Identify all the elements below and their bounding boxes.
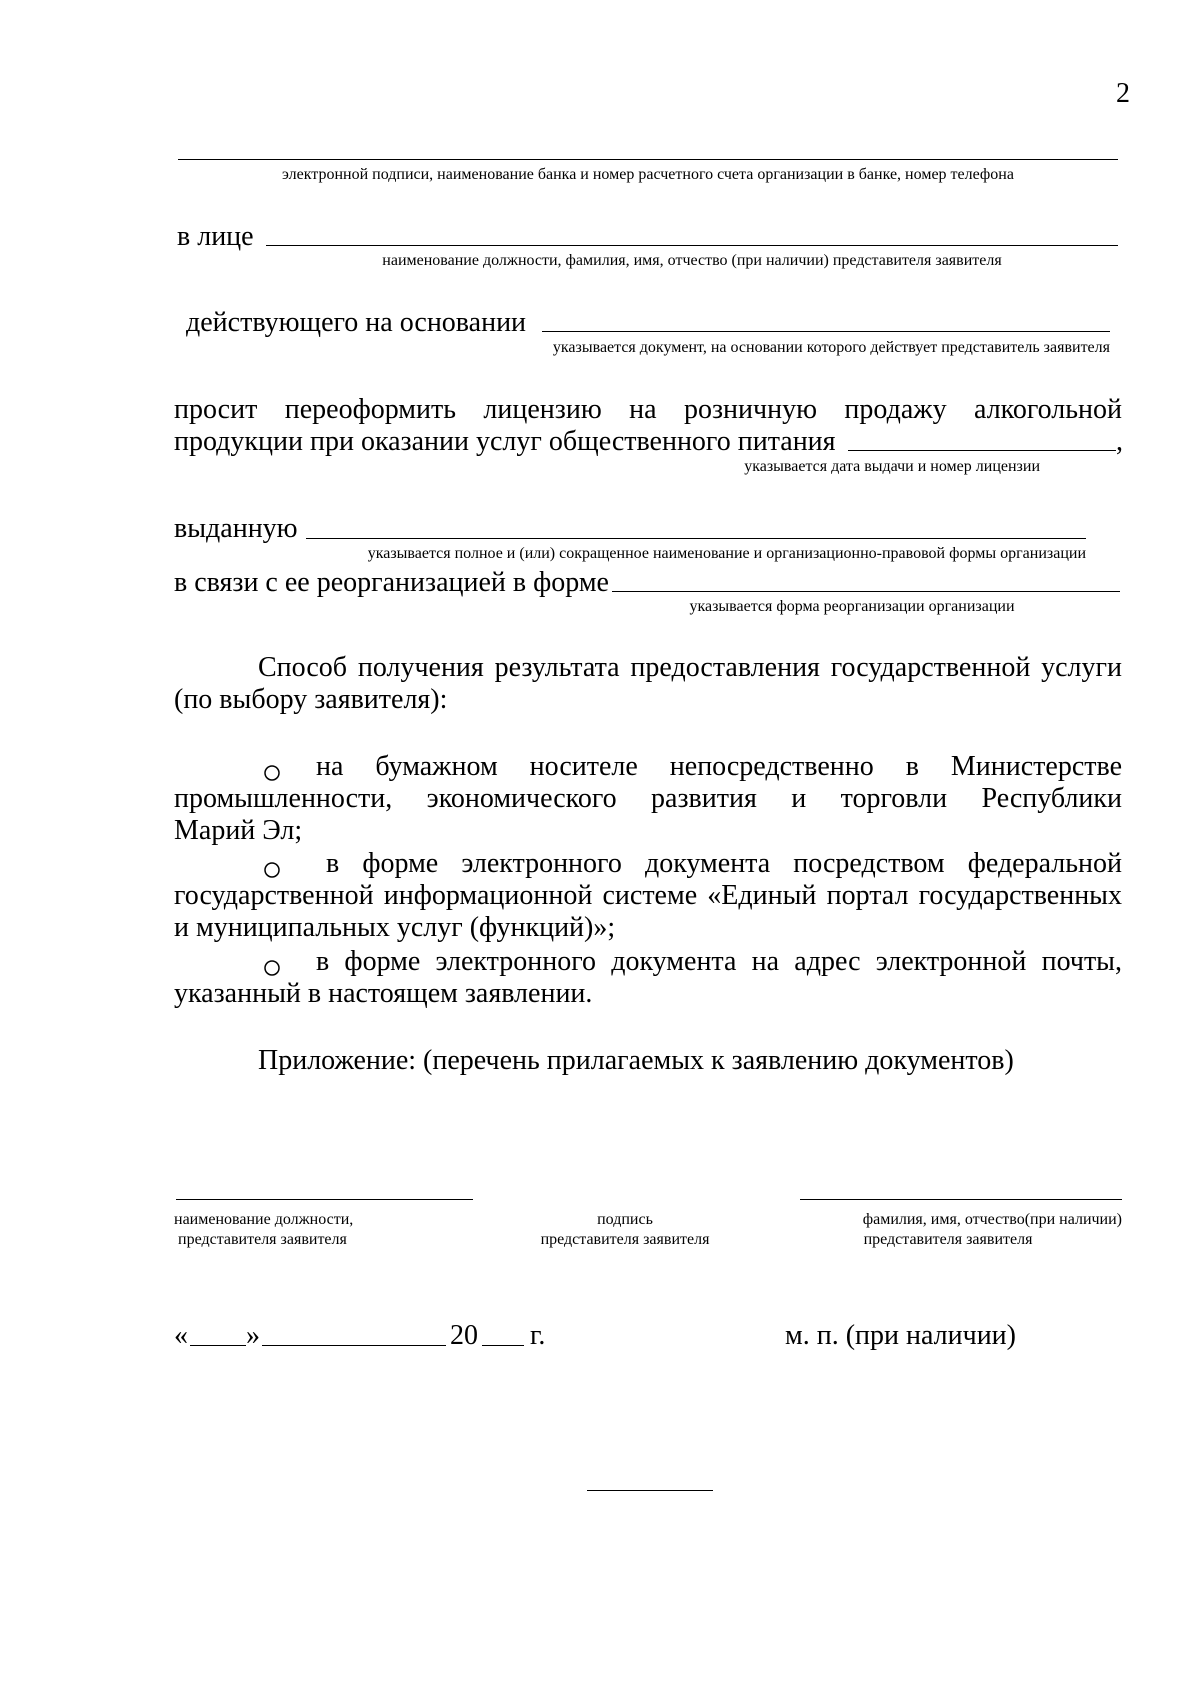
issued-caption: указывается полное и (или) сокращенное наименование и организационно-правовой формы организации: [367, 545, 1086, 562]
signature-caption-2: представителя заявителя: [540, 1231, 710, 1248]
license-fill-line: [848, 450, 1116, 451]
name-signature-line: [800, 1199, 1122, 1200]
reorg-fill-line: [612, 591, 1120, 592]
representative-caption: наименование должности, фамилия, имя, отчество (при наличии) представителя заявителя: [382, 252, 1002, 269]
position-caption-1: наименование должности,: [174, 1211, 354, 1228]
option-3-line-1: в форме электронного документа на адрес электронной почты,: [316, 946, 1122, 977]
representative-label: в лице: [177, 221, 254, 252]
issued-label: выданную: [174, 513, 298, 544]
option-2-bullet-icon[interactable]: [262, 860, 282, 880]
option-2-line-3: и муниципальных услуг (функций)»;: [174, 912, 616, 943]
option-1-bullet-icon[interactable]: [262, 763, 282, 783]
representative-fill-line: [266, 245, 1118, 246]
method-line-2: (по выбору заявителя):: [174, 684, 448, 715]
option-3-line-2: указанный в настоящем заявлении.: [174, 978, 593, 1009]
date-year-suffix: г.: [530, 1320, 546, 1351]
request-line-2-comma: ,: [1116, 426, 1123, 457]
document-end-line: [587, 1490, 713, 1491]
page-number: 2: [1116, 78, 1130, 109]
basis-fill-line: [542, 331, 1110, 332]
header-caption: электронной подписи, наименование банка и номер расчетного счета организации в банке, номер телефона: [282, 166, 1014, 183]
option-2-line-2: государственной информационной системе «Единый портал государственных: [174, 880, 1122, 911]
date-year-prefix: 20: [450, 1320, 478, 1351]
position-signature-line: [176, 1199, 473, 1200]
request-line-2: продукции при оказании услуг общественного питания: [174, 426, 836, 457]
request-line-1: просит переоформить лицензию на розничную продажу алкогольной: [174, 394, 1122, 425]
option-3-bullet-icon[interactable]: [262, 958, 282, 978]
basis-caption: указывается документ, на основании которого действует представитель заявителя: [552, 339, 1110, 356]
option-1-line-3: Марий Эл;: [174, 815, 303, 846]
reorg-label: в связи с ее реорганизацией в форме: [174, 567, 609, 598]
position-caption-2: представителя заявителя: [178, 1231, 347, 1248]
fullname-caption-1: фамилия, имя, отчество(при наличии): [862, 1211, 1122, 1228]
stamp-note: м. п. (при наличии): [785, 1320, 1016, 1351]
header-fill-line: [178, 159, 1118, 160]
signature-caption-1: подпись: [597, 1211, 653, 1228]
method-line-1: Способ получения результата предоставления государственной услуги: [258, 652, 1122, 683]
attachment-line: Приложение: (перечень прилагаемых к заявлению документов): [258, 1045, 1014, 1076]
fullname-caption-2: представителя заявителя: [863, 1231, 1033, 1248]
option-1-line-1: на бумажном носителе непосредственно в Министерстве: [316, 751, 1122, 782]
option-2-line-1: в форме электронного документа посредством федеральной: [326, 848, 1122, 879]
date-open-quote: «: [174, 1320, 188, 1351]
date-year-line: [482, 1345, 524, 1346]
date-close-quote: »: [246, 1320, 260, 1351]
date-month-line: [262, 1345, 446, 1346]
option-1-line-2: промышленности, экономического развития и торговли Республики: [174, 783, 1122, 814]
license-caption: указывается дата выдачи и номер лицензии: [744, 458, 1040, 475]
basis-label: действующего на основании: [186, 307, 527, 338]
reorg-caption: указывается форма реорганизации организации: [689, 598, 1015, 615]
date-day-line: [190, 1345, 246, 1346]
issued-fill-line: [306, 538, 1086, 539]
